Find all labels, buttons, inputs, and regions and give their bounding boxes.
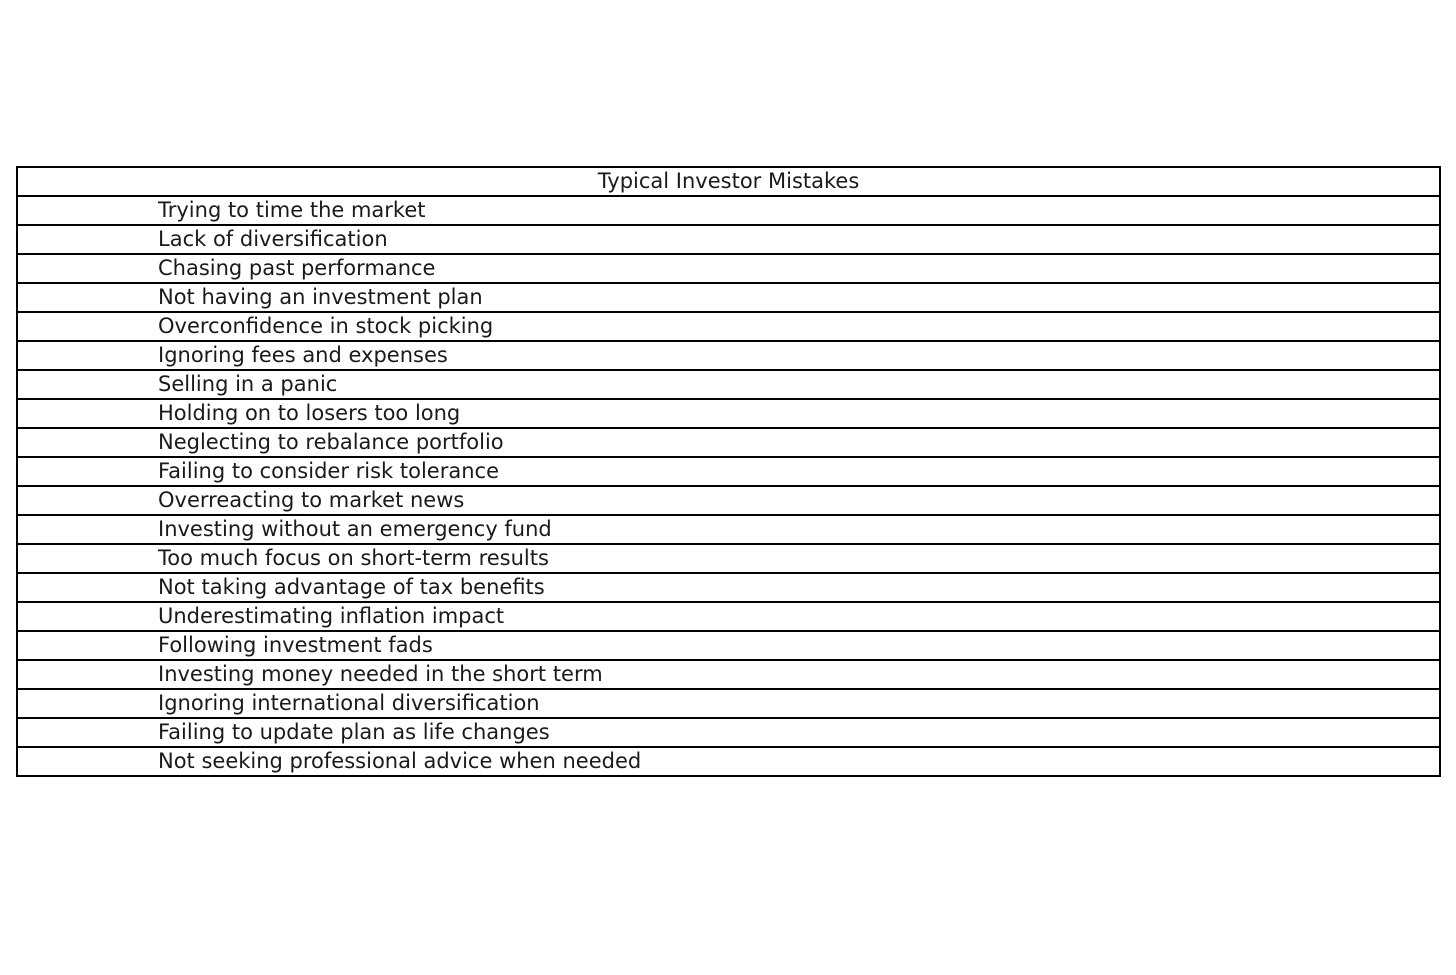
table-cell: Lack of diversification — [17, 225, 1440, 254]
table-cell: Not taking advantage of tax benefits — [17, 573, 1440, 602]
table-cell: Not seeking professional advice when needed — [17, 747, 1440, 776]
table-cell: Ignoring international diversification — [17, 689, 1440, 718]
table-body — [17, 196, 1440, 776]
table-row — [17, 196, 1440, 225]
table-row — [17, 689, 1440, 718]
table-cell: Ignoring fees and expenses — [17, 341, 1440, 370]
table-cell: Too much focus on short-term results — [17, 544, 1440, 573]
table-row — [17, 747, 1440, 776]
table-cell: Investing money needed in the short term — [17, 660, 1440, 689]
table-row — [17, 718, 1440, 747]
table-cell: Trying to time the market — [17, 196, 1440, 225]
table-row — [17, 544, 1440, 573]
table-cell: Holding on to losers too long — [17, 399, 1440, 428]
table-cell: Following investment fads — [17, 631, 1440, 660]
table-row — [17, 573, 1440, 602]
table-header-row — [17, 167, 1440, 196]
table-cell: Overconfidence in stock picking — [17, 312, 1440, 341]
table-cell: Underestimating inflation impact — [17, 602, 1440, 631]
table-column-header: Typical Investor Mistakes — [17, 167, 1440, 196]
table-cell: Not having an investment plan — [17, 283, 1440, 312]
table-row — [17, 254, 1440, 283]
table-row — [17, 428, 1440, 457]
table-cell: Overreacting to market news — [17, 486, 1440, 515]
table-row — [17, 341, 1440, 370]
table-cell: Neglecting to rebalance portfolio — [17, 428, 1440, 457]
table-row — [17, 225, 1440, 254]
table-row — [17, 602, 1440, 631]
table-cell: Chasing past performance — [17, 254, 1440, 283]
table-row — [17, 283, 1440, 312]
table-cell: Failing to consider risk tolerance — [17, 457, 1440, 486]
table-row — [17, 486, 1440, 515]
table-row — [17, 515, 1440, 544]
table-row — [17, 660, 1440, 689]
table-cell: Failing to update plan as life changes — [17, 718, 1440, 747]
table-cell: Selling in a panic — [17, 370, 1440, 399]
table-row — [17, 399, 1440, 428]
mistakes-table — [16, 166, 1441, 777]
table-row — [17, 370, 1440, 399]
table-cell: Investing without an emergency fund — [17, 515, 1440, 544]
table-row — [17, 312, 1440, 341]
table-row — [17, 631, 1440, 660]
table-row — [17, 457, 1440, 486]
